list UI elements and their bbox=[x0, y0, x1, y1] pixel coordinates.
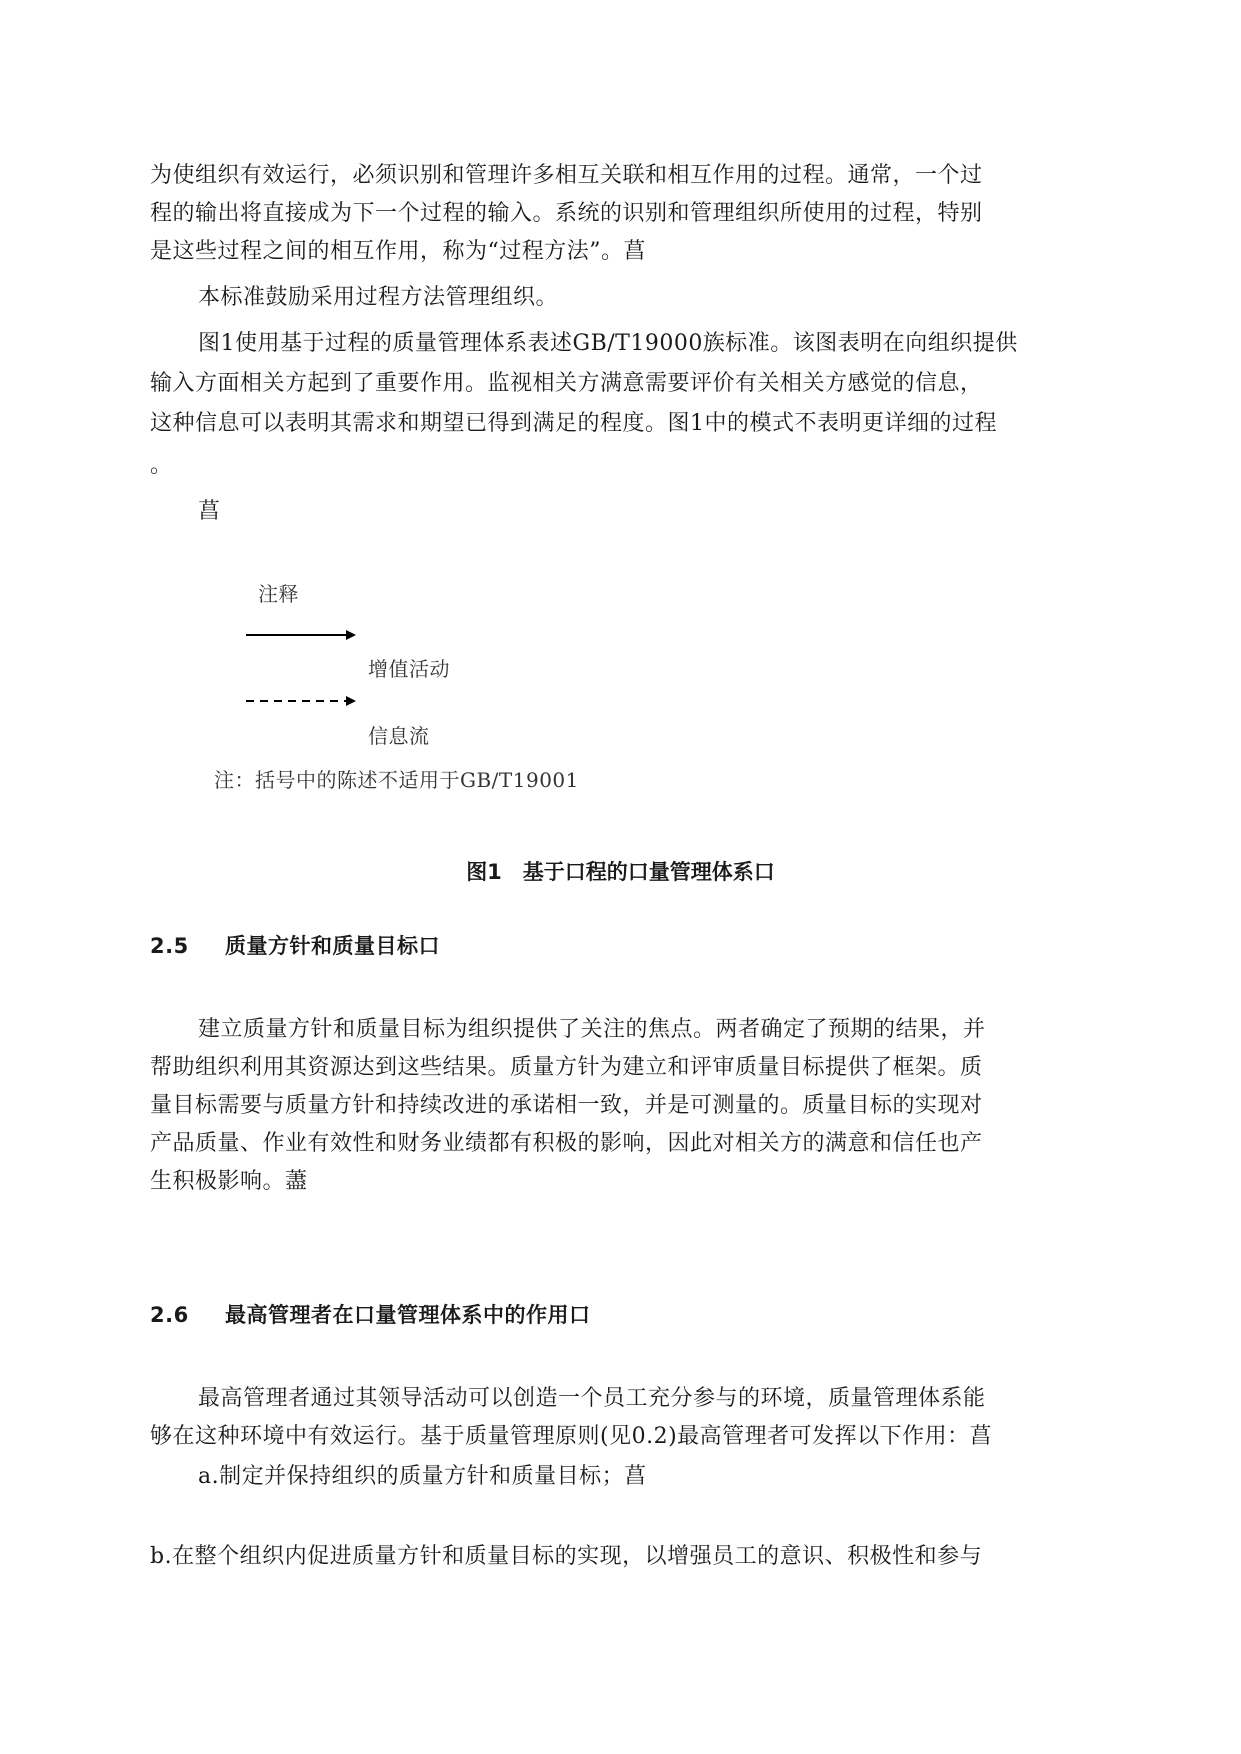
list-item: b.在整个组织内促进质量方针和质量目标的实现，以增强员工的意识、积极性和参与 bbox=[150, 1544, 983, 1569]
text-line: 建立质量方针和质量目标为组织提供了关注的焦点。两者确定了预期的结果，并 bbox=[198, 1017, 986, 1042]
list-item: a.制定并保持组织的质量方针和质量目标；菖 bbox=[198, 1464, 647, 1489]
section-title: 最高管理者在口量管理体系中的作用口 bbox=[225, 1303, 591, 1327]
text-line: 为使组织有效运行，必须识别和管理许多相互关联和相互作用的过程。通常，一个过 bbox=[150, 163, 983, 188]
legend-solid-label: 增值活动 bbox=[368, 657, 450, 681]
section-heading-2-5 bbox=[150, 932, 440, 960]
legend-title: 注释 bbox=[258, 582, 299, 606]
text-line: 产品质量、作业有效性和财务业绩都有积极的影响，因此对相关方的满意和信任也产 bbox=[150, 1131, 983, 1156]
section-number: 2.6 bbox=[150, 1303, 189, 1327]
legend-dashed-label: 信息流 bbox=[368, 724, 430, 748]
text-line: 量目标需要与质量方针和持续改进的承诺相一致，并是可测量的。质量目标的实现对 bbox=[150, 1093, 983, 1118]
text-line: 最高管理者通过其领导活动可以创造一个员工充分参与的环境，质量管理体系能 bbox=[198, 1386, 986, 1411]
text-line: 。 bbox=[150, 453, 173, 478]
text-line: 是这些过程之间的相互作用，称为“过程方法”。菖 bbox=[150, 239, 646, 264]
text-line: 生积极影响。藎 bbox=[150, 1169, 308, 1194]
text-line: 本标准鼓励采用过程方法管理组织。 bbox=[198, 285, 559, 310]
dashed-arrow-icon bbox=[246, 694, 358, 708]
text-line: 图1使用基于过程的质量管理体系表述GB/T19000族标准。该图表明在向组织提供 bbox=[198, 331, 1018, 356]
solid-arrow-icon bbox=[246, 628, 358, 642]
section-number: 2.5 bbox=[150, 934, 189, 958]
text-line: 菖 bbox=[198, 499, 221, 524]
text-line: 帮助组织利用其资源达到这些结果。质量方针为建立和评审质量目标提供了框架。质 bbox=[150, 1055, 983, 1080]
text-line: 够在这种环境中有效运行。基于质量管理原则(见0.2)最高管理者可发挥以下作用：菖 bbox=[150, 1424, 993, 1449]
legend-note: 注：括号中的陈述不适用于GB/T19001 bbox=[214, 768, 579, 792]
text-line: 程的输出将直接成为下一个过程的输入。系统的识别和管理组织所使用的过程，特别 bbox=[150, 201, 983, 226]
section-heading-2-6 bbox=[150, 1301, 591, 1329]
text-line: 这种信息可以表明其需求和期望已得到满足的程度。图1中的模式不表明更详细的过程 bbox=[150, 411, 997, 436]
text-line: 输入方面相关方起到了重要作用。监视相关方满意需要评价有关相关方感觉的信息， bbox=[150, 371, 983, 396]
section-title: 质量方针和质量目标口 bbox=[225, 934, 440, 958]
figure-caption: 图1 基于口程的口量管理体系口 bbox=[466, 860, 775, 884]
